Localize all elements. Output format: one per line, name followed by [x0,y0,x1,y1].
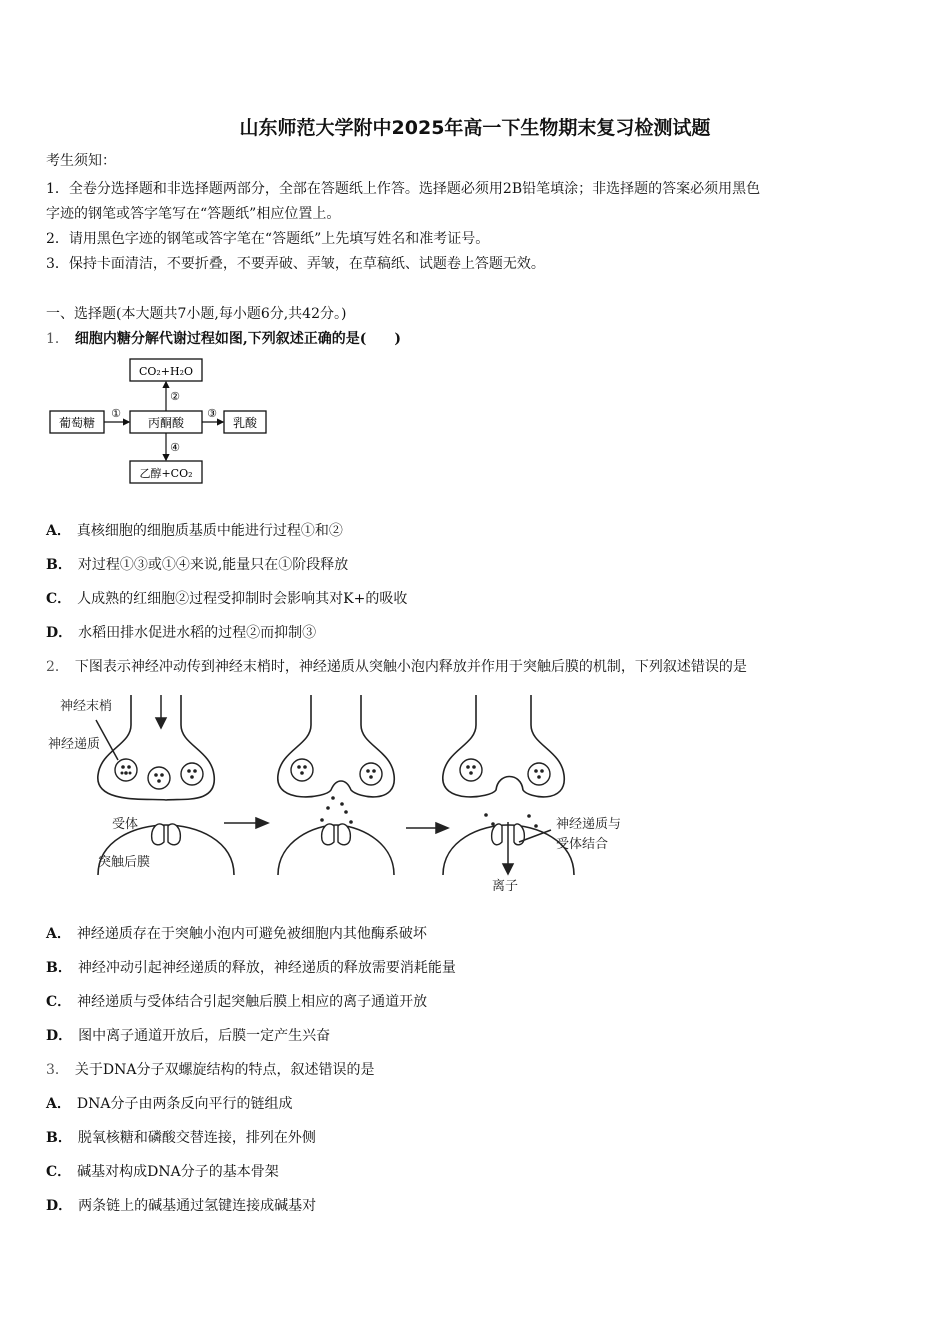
option-text: 两条链上的碱基通过氢键连接成碱基对 [78,1198,317,1214]
option-text: 真核细胞的细胞质基质中能进行过程①和② [76,523,343,539]
option-text: 神经递质存在于突触小泡内可避免被细胞内其他酶系破坏 [76,926,427,942]
notice-item-1-cont: 字迹的钢笔或答字笔写在“答题纸”相应位置上。 [46,206,341,222]
q3-option-c[interactable] [46,1161,279,1181]
option-text: 人成熟的红细胞②过程受抑制时会影响其对K+的吸收 [77,591,408,607]
option-text: 碱基对构成DNA分子的基本骨架 [77,1164,279,1180]
q3-option-d[interactable] [46,1195,316,1215]
label-transmitter: 神经递质 [48,737,101,752]
co2-h2o-label: CO₂+H₂O [138,365,194,378]
step3-label: ③ [207,407,217,420]
question-1-stem [46,328,401,348]
vesicle [148,767,170,789]
postsynaptic-membrane-2 [278,825,394,875]
option-text: 水稻田排水促进水稻的过程②而抑制③ [78,625,317,641]
question-number: 1． [46,331,69,347]
label-postsynaptic: 突触后膜 [98,855,151,870]
option-letter: B． [46,557,72,573]
receptor-1 [152,824,181,845]
option-text: 图中离子通道开放后，后膜一定产生兴奋 [78,1028,331,1044]
option-letter: A． [46,1096,71,1112]
option-letter: D． [46,1198,73,1214]
option-letter: A． [46,523,71,539]
notice-item-3: 3．保持卡面清洁，不要折叠，不要弄破、弄皱，在草稿纸、试题卷上答题无效。 [46,256,545,272]
receptor-2 [322,824,351,845]
vesicle [360,763,382,785]
step1-label: ① [111,407,121,420]
question-number: 3． [46,1062,69,1078]
pyruvate-label: 丙酮酸 [147,416,185,430]
glycolysis-diagram [46,355,276,490]
synapse-figure [46,690,666,900]
label-receptor: 受体 [112,817,139,832]
notice-heading: 考生须知： [46,153,116,169]
q2-option-d[interactable] [46,1025,330,1045]
q1-option-c[interactable] [46,588,407,608]
label-ion: 离子 [492,879,519,894]
q1-option-a[interactable] [46,520,343,540]
question-text: 下图表示神经冲动传到神经末梢时，神经递质从突触小泡内释放并作用于突触后膜的机制，下列叙述错误的是 [74,659,747,675]
option-text: 神经冲动引起神经递质的释放，神经递质的释放需要消耗能量 [77,960,456,976]
question-3-stem [46,1059,375,1079]
step4-label: ④ [170,441,180,454]
option-letter: D． [46,1028,73,1044]
option-letter: B． [46,1130,72,1146]
q1-option-d[interactable] [46,622,316,642]
notice-item-1: 1．全卷分选择题和非选择题两部分，全部在答题纸上作答。选择题必须用2B铅笔填涂；非选择题的答案必须用黑色 [46,181,761,197]
question-2-stem [46,656,747,676]
q2-option-c[interactable] [46,991,427,1011]
q2-option-b[interactable] [46,957,456,977]
option-text: 神经递质与受体结合引起突触后膜上相应的离子通道开放 [77,994,428,1010]
q3-option-a[interactable] [46,1093,292,1113]
vesicle [528,763,550,785]
option-letter: B． [46,960,72,976]
question-text: 关于DNA分子双螺旋结构的特点，叙述错误的是 [74,1062,375,1078]
label-binding-1: 神经递质与 [556,817,622,832]
q2-option-a[interactable] [46,923,427,943]
section-heading: 一、选择题(本大题共7小题,每小题6分,共42分。) [46,306,347,322]
vesicle [291,759,313,781]
lactic-label: 乳酸 [232,416,258,430]
q3-option-b[interactable] [46,1127,316,1147]
option-text: 脱氧核糖和磷酸交替连接，排列在外侧 [77,1130,316,1146]
option-letter: A． [46,926,71,942]
page-title: 山东师范大学附中2025年高一下生物期末复习检测试题 [239,117,711,139]
vesicle [460,759,482,781]
glucose-label: 葡萄糖 [58,416,96,430]
option-text: 对过程①③或①④来说,能量只在①阶段释放 [77,557,349,573]
option-letter: C． [46,591,72,607]
option-letter: C． [46,994,72,1010]
question-text: 细胞内糖分解代谢过程如图,下列叙述正确的是( ) [74,331,402,347]
notice-item-2: 2．请用黑色字迹的钢笔或答字笔在“答题纸”上先填写姓名和准考证号。 [46,231,490,247]
question-number: 2． [46,659,69,675]
option-letter: C． [46,1164,72,1180]
label-nerve-ending: 神经末梢 [60,699,113,714]
label-binding-2: 受体结合 [556,837,609,852]
vesicle [115,759,137,781]
step2-label: ② [170,390,180,403]
option-letter: D． [46,625,73,641]
ethanol-label: 乙醇+CO₂ [139,467,193,480]
q1-option-b[interactable] [46,554,348,574]
option-text: DNA分子由两条反向平行的链组成 [76,1096,293,1112]
vesicle [181,763,203,785]
